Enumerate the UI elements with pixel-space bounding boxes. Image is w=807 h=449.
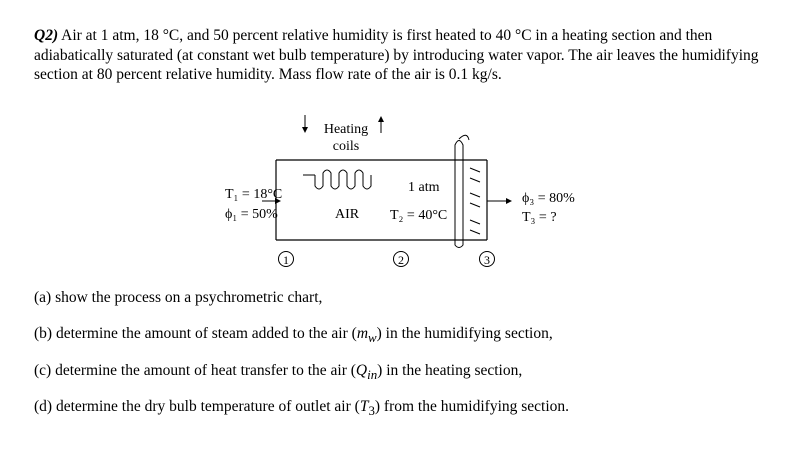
outlet-temperature: T₃ = ? <box>522 210 557 225</box>
steam-pipe <box>455 141 463 248</box>
inlet-humidity: ϕ₁ = 50% <box>225 207 278 222</box>
state-3-marker <box>480 252 495 268</box>
part-c: (c) determine the amount of heat transfer to the air $(Q_{in})$ in the heating section, <box>34 362 523 383</box>
steam-spray-icon <box>470 168 480 234</box>
question-number: Q2) <box>34 27 59 44</box>
inlet-temperature: T₁ = 18°C <box>225 187 283 202</box>
part-d: (d) determine the dry bulb temperature of outlet air $(T_3)$ from the humidifying section. <box>34 398 570 419</box>
heat-in-arrow <box>302 115 308 133</box>
pipe-curl-icon <box>459 135 469 140</box>
part-b: (b) determine the amount of steam added to the air $(m_w)$ in the humidifying section, <box>34 325 553 346</box>
heating-label-2: coils <box>332 139 360 154</box>
state-1-marker <box>279 252 294 268</box>
state-3-number: 3 <box>484 253 490 267</box>
state-2-temperature: T₂ = 40°C <box>390 208 448 223</box>
state-1-number: 1 <box>283 253 289 267</box>
state-2-marker <box>394 252 409 268</box>
outlet-arrow <box>487 198 512 204</box>
problem-text: Air at 1 atm, 18 °C, and 50 percent relative humidity is first heated to 40 °C in a heating section and then adiabatically saturated (at constant wet bulb temperature) by introducing water vapor. The air leaves the humidifying section at 80 percent relative humidity. Mass flow rate of the air is 0.1 kg/s. <box>34 27 759 83</box>
outlet-humidity: ϕ₃ = 80% <box>522 191 575 206</box>
state-2-number: 2 <box>398 253 404 267</box>
heating-coil-icon <box>315 170 371 189</box>
pressure-label: 1 atm <box>408 180 440 195</box>
part-a: (a) show the process on a psychrometric chart, <box>34 289 323 306</box>
air-label: AIR <box>335 207 360 222</box>
heat-out-arrow <box>378 116 384 133</box>
heating-label-1: Heating <box>323 122 369 137</box>
